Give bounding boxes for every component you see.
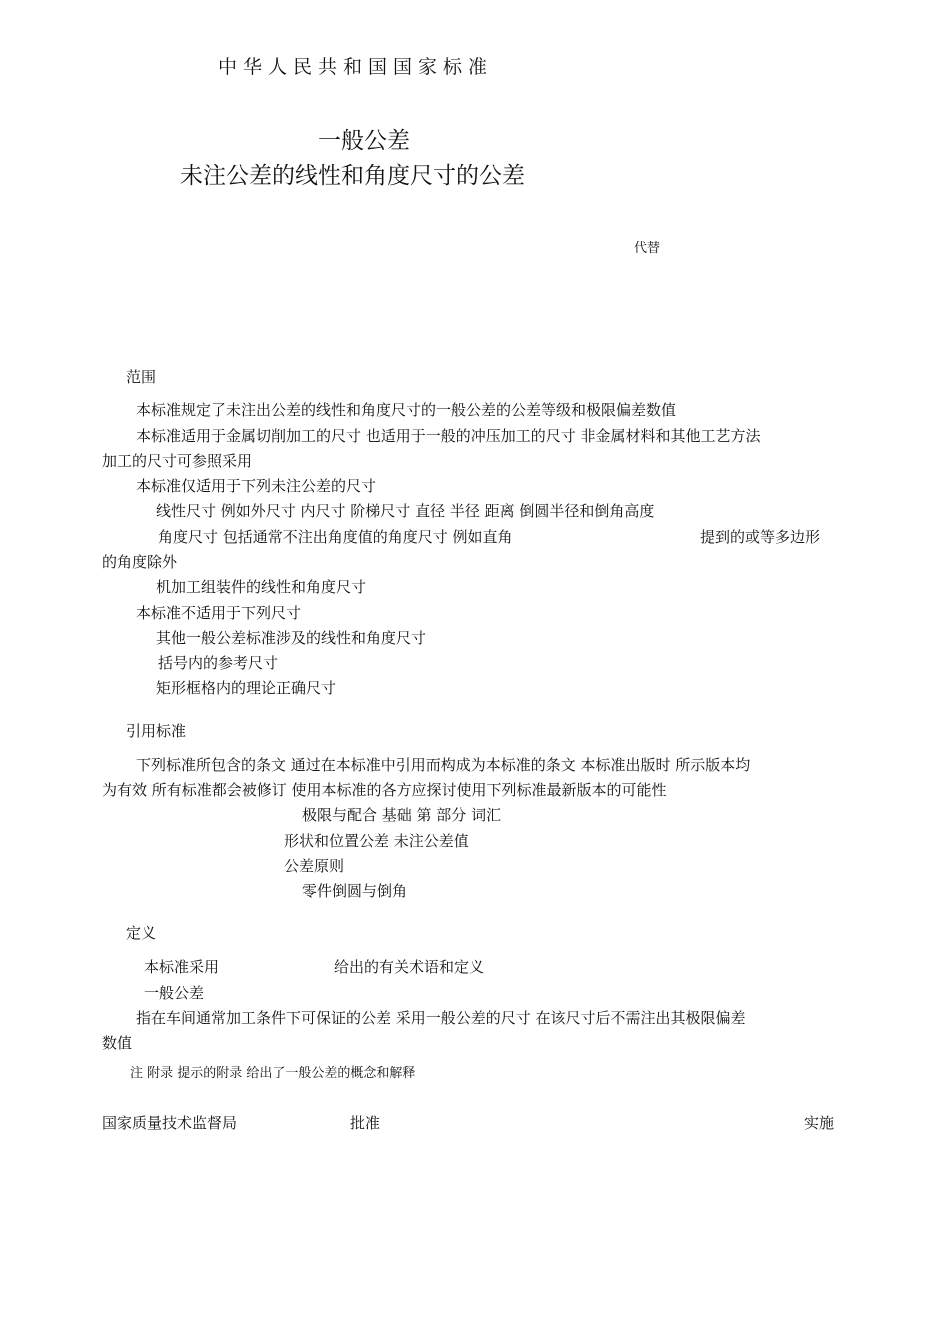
scope-paragraph-2-line-2: 加工的尺寸可参照采用 xyxy=(102,452,253,470)
scope-item-angular: 角度尺寸 包括通常不注出角度值的角度尺寸 例如直角 xyxy=(158,528,513,546)
scope-paragraph-3: 本标准仅适用于下列未注公差的尺寸 xyxy=(136,477,377,495)
reference-item-2: 形状和位置公差 未注公差值 xyxy=(284,832,469,850)
scope-paragraph-1: 本标准规定了未注出公差的线性和角度尺寸的一般公差的公差等级和极限偏差数值 xyxy=(136,401,677,419)
section-heading-scope: 范围 xyxy=(126,368,157,386)
section-heading-definitions: 定义 xyxy=(126,924,157,942)
scope-paragraph-2-line-1: 本标准适用于金属切削加工的尺寸 也适用于一般的冲压加工的尺寸 非金属材料和其他工艺方法 xyxy=(136,427,761,445)
definition-text-line-2: 数值 xyxy=(102,1034,133,1052)
scope-item-reference: 括号内的参考尺寸 xyxy=(158,654,279,672)
references-paragraph-line-1: 下列标准所包含的条文 通过在本标准中引用而构成为本标准的条文 本标准出版时 所示版本均 xyxy=(136,756,751,774)
scope-item-angular-line-2: 的角度除外 xyxy=(102,553,178,571)
scope-item-other: 其他一般公差标准涉及的线性和角度尺寸 xyxy=(156,629,427,647)
section-heading-references: 引用标准 xyxy=(126,722,187,740)
scope-item-assembly: 机加工组装件的线性和角度尺寸 xyxy=(156,578,367,596)
definitions-intro-cont: 给出的有关术语和定义 xyxy=(334,958,485,976)
scope-item-linear: 线性尺寸 例如外尺寸 内尺寸 阶梯尺寸 直径 半径 距离 倒圆半径和倒角高度 xyxy=(156,502,655,520)
footer-approve: 批准 xyxy=(350,1114,381,1132)
footer-issuer: 国家质量技术监督局 xyxy=(102,1114,238,1132)
replaces-label: 代替 xyxy=(634,241,661,256)
footer-implement: 实施 xyxy=(804,1114,835,1132)
scope-paragraph-4: 本标准不适用于下列尺寸 xyxy=(136,604,302,622)
title-line-2: 未注公差的线性和角度尺寸的公差 xyxy=(180,163,525,189)
reference-item-3: 公差原则 xyxy=(284,857,345,875)
definitions-intro: 本标准采用 xyxy=(144,958,220,976)
reference-item-4: 零件倒圆与倒角 xyxy=(302,882,408,900)
definition-text-line-1: 指在车间通常加工条件下可保证的公差 采用一般公差的尺寸 在该尺寸后不需注出其极限偏差 xyxy=(136,1009,746,1027)
standard-label: 中华人民共和国国家标准 xyxy=(218,56,494,78)
references-paragraph-line-2: 为有效 所有标准都会被修订 使用本标准的各方应探讨使用下列标准最新版本的可能性 xyxy=(102,781,667,799)
title-line-1: 一般公差 xyxy=(318,128,410,154)
definition-note: 注 附录 提示的附录 给出了一般公差的概念和解释 xyxy=(130,1066,416,1081)
scope-item-theoretical: 矩形框格内的理论正确尺寸 xyxy=(156,679,337,697)
definition-term: 一般公差 xyxy=(144,984,205,1002)
reference-item-1: 极限与配合 基础 第 部分 词汇 xyxy=(302,806,502,824)
scope-item-angular-cont: 提到的或等多边形 xyxy=(700,528,821,546)
